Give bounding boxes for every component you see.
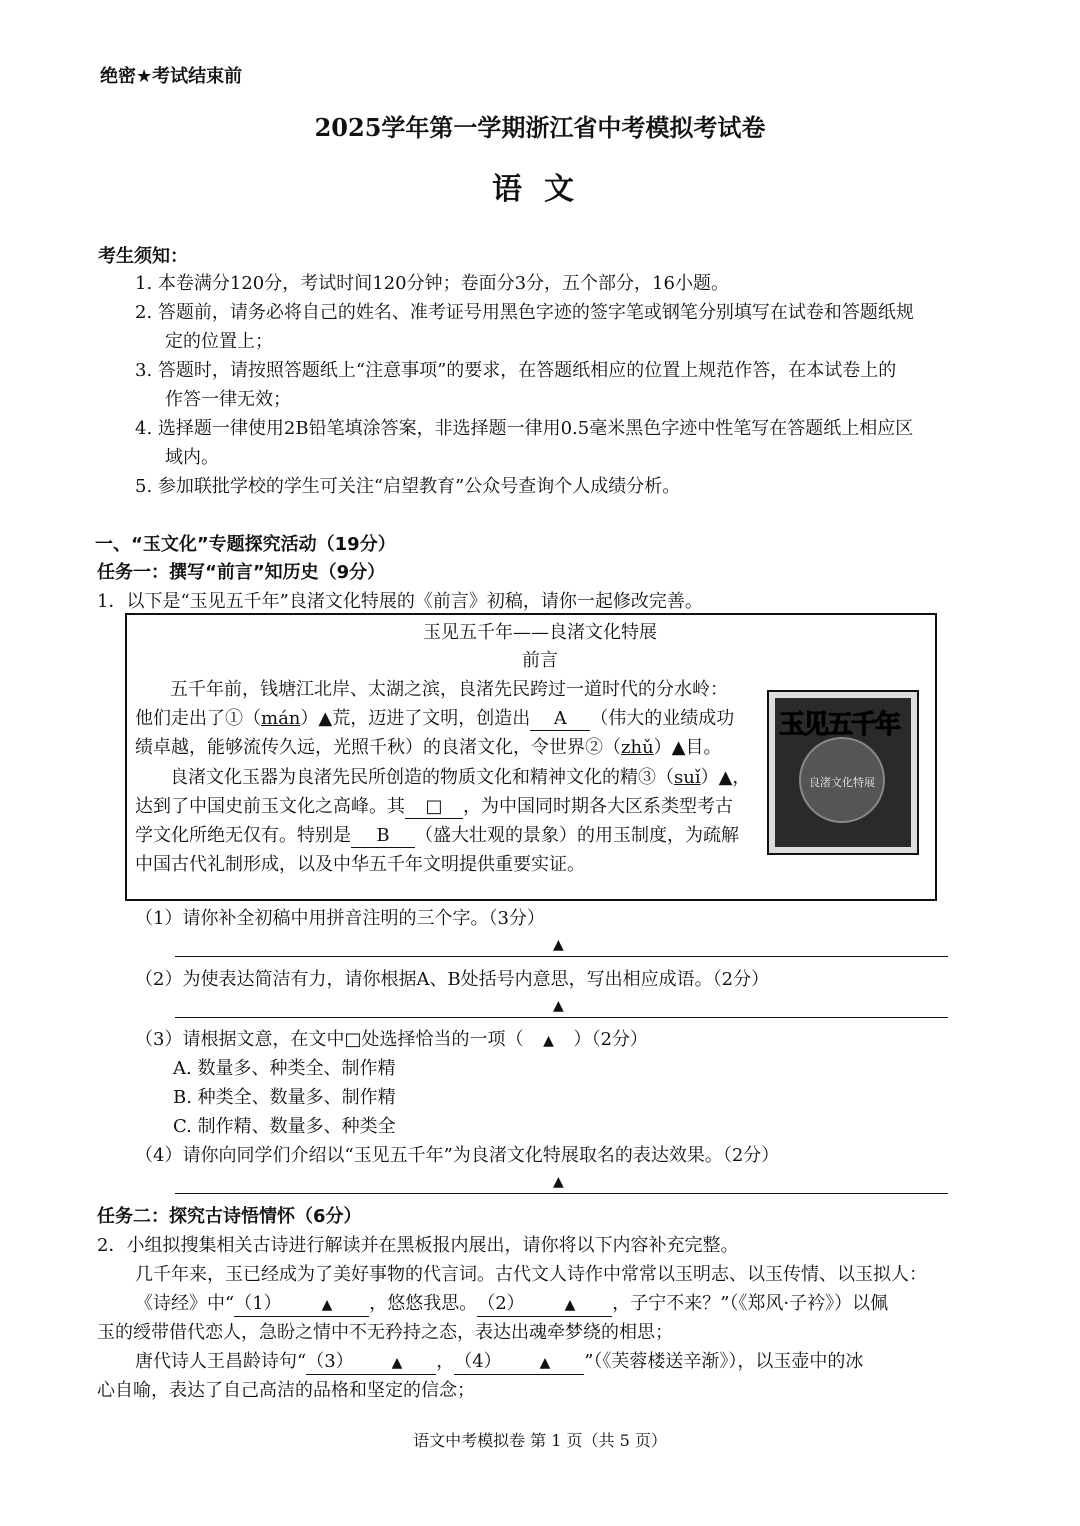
- poem-blank[interactable]: （3） ▲: [306, 1351, 436, 1375]
- answer-line[interactable]: [175, 1193, 948, 1194]
- notice-item: 5. 参加联批学校的学生可关注“启望教育”公众号查询个人成绩分析。: [135, 476, 681, 497]
- option-b: B. 种类全、数量多、制作精: [173, 1087, 396, 1108]
- task-heading: 任务二：探究古诗悟情怀（6分）: [97, 1206, 362, 1227]
- paragraph-line: 玉的绶带借代恋人，急盼之情中不无矜持之态，表达出魂牵梦绕的相思；: [97, 1322, 673, 1343]
- notice-item: 4. 选择题一律使用2B铅笔填涂答案，非选择题一律用0.5毫米黑色字迹中性笔写在答题纸上相应区: [135, 418, 914, 439]
- answer-line[interactable]: [175, 1017, 948, 1018]
- notice-item: 2. 答题前，请务必将自己的姓名、准考证号用黑色字迹的签字笔或钢笔分别填写在试卷和答题纸规: [135, 302, 914, 323]
- answer-mark: ▲: [553, 1174, 564, 1190]
- subquestion-2: （2）为使表达简洁有力，请你根据A、B处括号内意思，写出相应成语。（2分）: [135, 969, 770, 990]
- answer-line[interactable]: [175, 956, 948, 957]
- exhibition-poster-image: 玉见五千年 良渚文化特展: [767, 690, 919, 855]
- notice-item: 3. 答题时，请按照答题纸上“注意事项”的要求，在答题纸相应的位置上规范作答，在本试卷上的: [135, 360, 897, 381]
- preface-line: 达到了中国史前玉文化之高峰。其 □ ，为中国同时期各大区系类型考古: [135, 796, 733, 817]
- poem-blank[interactable]: （1） ▲: [234, 1293, 369, 1317]
- subject-title: 语文: [492, 172, 596, 207]
- paragraph-line: 唐代诗人王昌龄诗句“（3） ▲ ，（4） ▲ ”（《芙蓉楼送辛渐》），以玉壶中的冰: [135, 1351, 863, 1375]
- paragraph-line: 《诗经》中“（1） ▲ ，悠悠我思。（2） ▲ ，子宁不来？”（《郑风·子衿》）以佩: [135, 1293, 888, 1317]
- preface-line: 绩卓越，能够流传久远，光照千秋）的良渚文化，令世界②（zhǔ）▲目。: [135, 737, 722, 758]
- subquestion-3: （3）请根据文意，在文中□处选择恰当的一项（ ▲ ）（2分）: [135, 1029, 648, 1050]
- preface-title: 玉见五千年——良渚文化特展: [423, 622, 657, 643]
- confidential-label: 绝密★考试结束前: [100, 66, 243, 87]
- question-stem: 1．以下是“玉见五千年”良渚文化特展的《前言》初稿，请你一起修改完善。: [97, 591, 703, 612]
- preface-line: 五千年前，钱塘江北岸、太湖之滨，良渚先民跨过一道时代的分水岭：: [170, 679, 728, 700]
- answer-mark: ▲: [553, 937, 564, 953]
- paragraph-line: 几千年来，玉已经成为了美好事物的代言词。古代文人诗作中常常以玉明志、以玉传情、以玉拟人：: [135, 1264, 927, 1285]
- preface-line: 中国古代礼制形成，以及中华五千年文明提供重要实证。: [135, 854, 585, 875]
- notice-item: 1. 本卷满分120分，考试时间120分钟；卷面分3分，五个部分，16小题。: [135, 273, 729, 294]
- page-footer: 语文中考模拟卷 第 1 页（共 5 页）: [413, 1431, 667, 1450]
- preface-line: 学文化所绝无仅有。特别是 B （盛大壮观的景象）的用玉制度，为疏解: [135, 825, 739, 846]
- preface-subtitle: 前言: [522, 650, 558, 671]
- subquestion-4: （4）请你向同学们介绍以“玉见五千年”为良渚文化特展取名的表达效果。（2分）: [135, 1145, 780, 1166]
- task-heading: 任务一：撰写“前言”知历史（9分）: [97, 562, 386, 583]
- notice-heading: 考生须知：: [98, 246, 188, 267]
- preface-line: 良渚文化玉器为良渚先民所创造的物质文化和精神文化的精③（suǐ）▲，: [170, 767, 751, 788]
- notice-item: 定的位置上；: [165, 331, 273, 352]
- notice-item: 域内。: [165, 447, 219, 468]
- option-a: A. 数量多、种类全、制作精: [173, 1058, 396, 1079]
- section-heading: 一、“玉文化”专题探究活动（19分）: [95, 534, 396, 555]
- poem-blank[interactable]: （4） ▲: [454, 1351, 584, 1375]
- preface-line: 他们走出了①（mán）▲荒，迈进了文明，创造出 A （伟大的业绩成功: [135, 708, 735, 729]
- poem-blank[interactable]: （2） ▲: [477, 1293, 612, 1317]
- paragraph-line: 心自喻，表达了自己高洁的品格和坚定的信念；: [97, 1380, 475, 1401]
- notice-item: 作答一律无效；: [165, 389, 291, 410]
- question-stem: 2．小组拟搜集相关古诗进行解读并在黑板报内展出，请你将以下内容补充完整。: [97, 1235, 739, 1256]
- option-c: C. 制作精、数量多、种类全: [173, 1116, 396, 1137]
- exam-title: 2025学年第一学期浙江省中考模拟考试卷: [314, 113, 766, 142]
- subquestion-1: （1）请你补全初稿中用拼音注明的三个字。（3分）: [135, 908, 545, 929]
- answer-mark: ▲: [553, 998, 564, 1014]
